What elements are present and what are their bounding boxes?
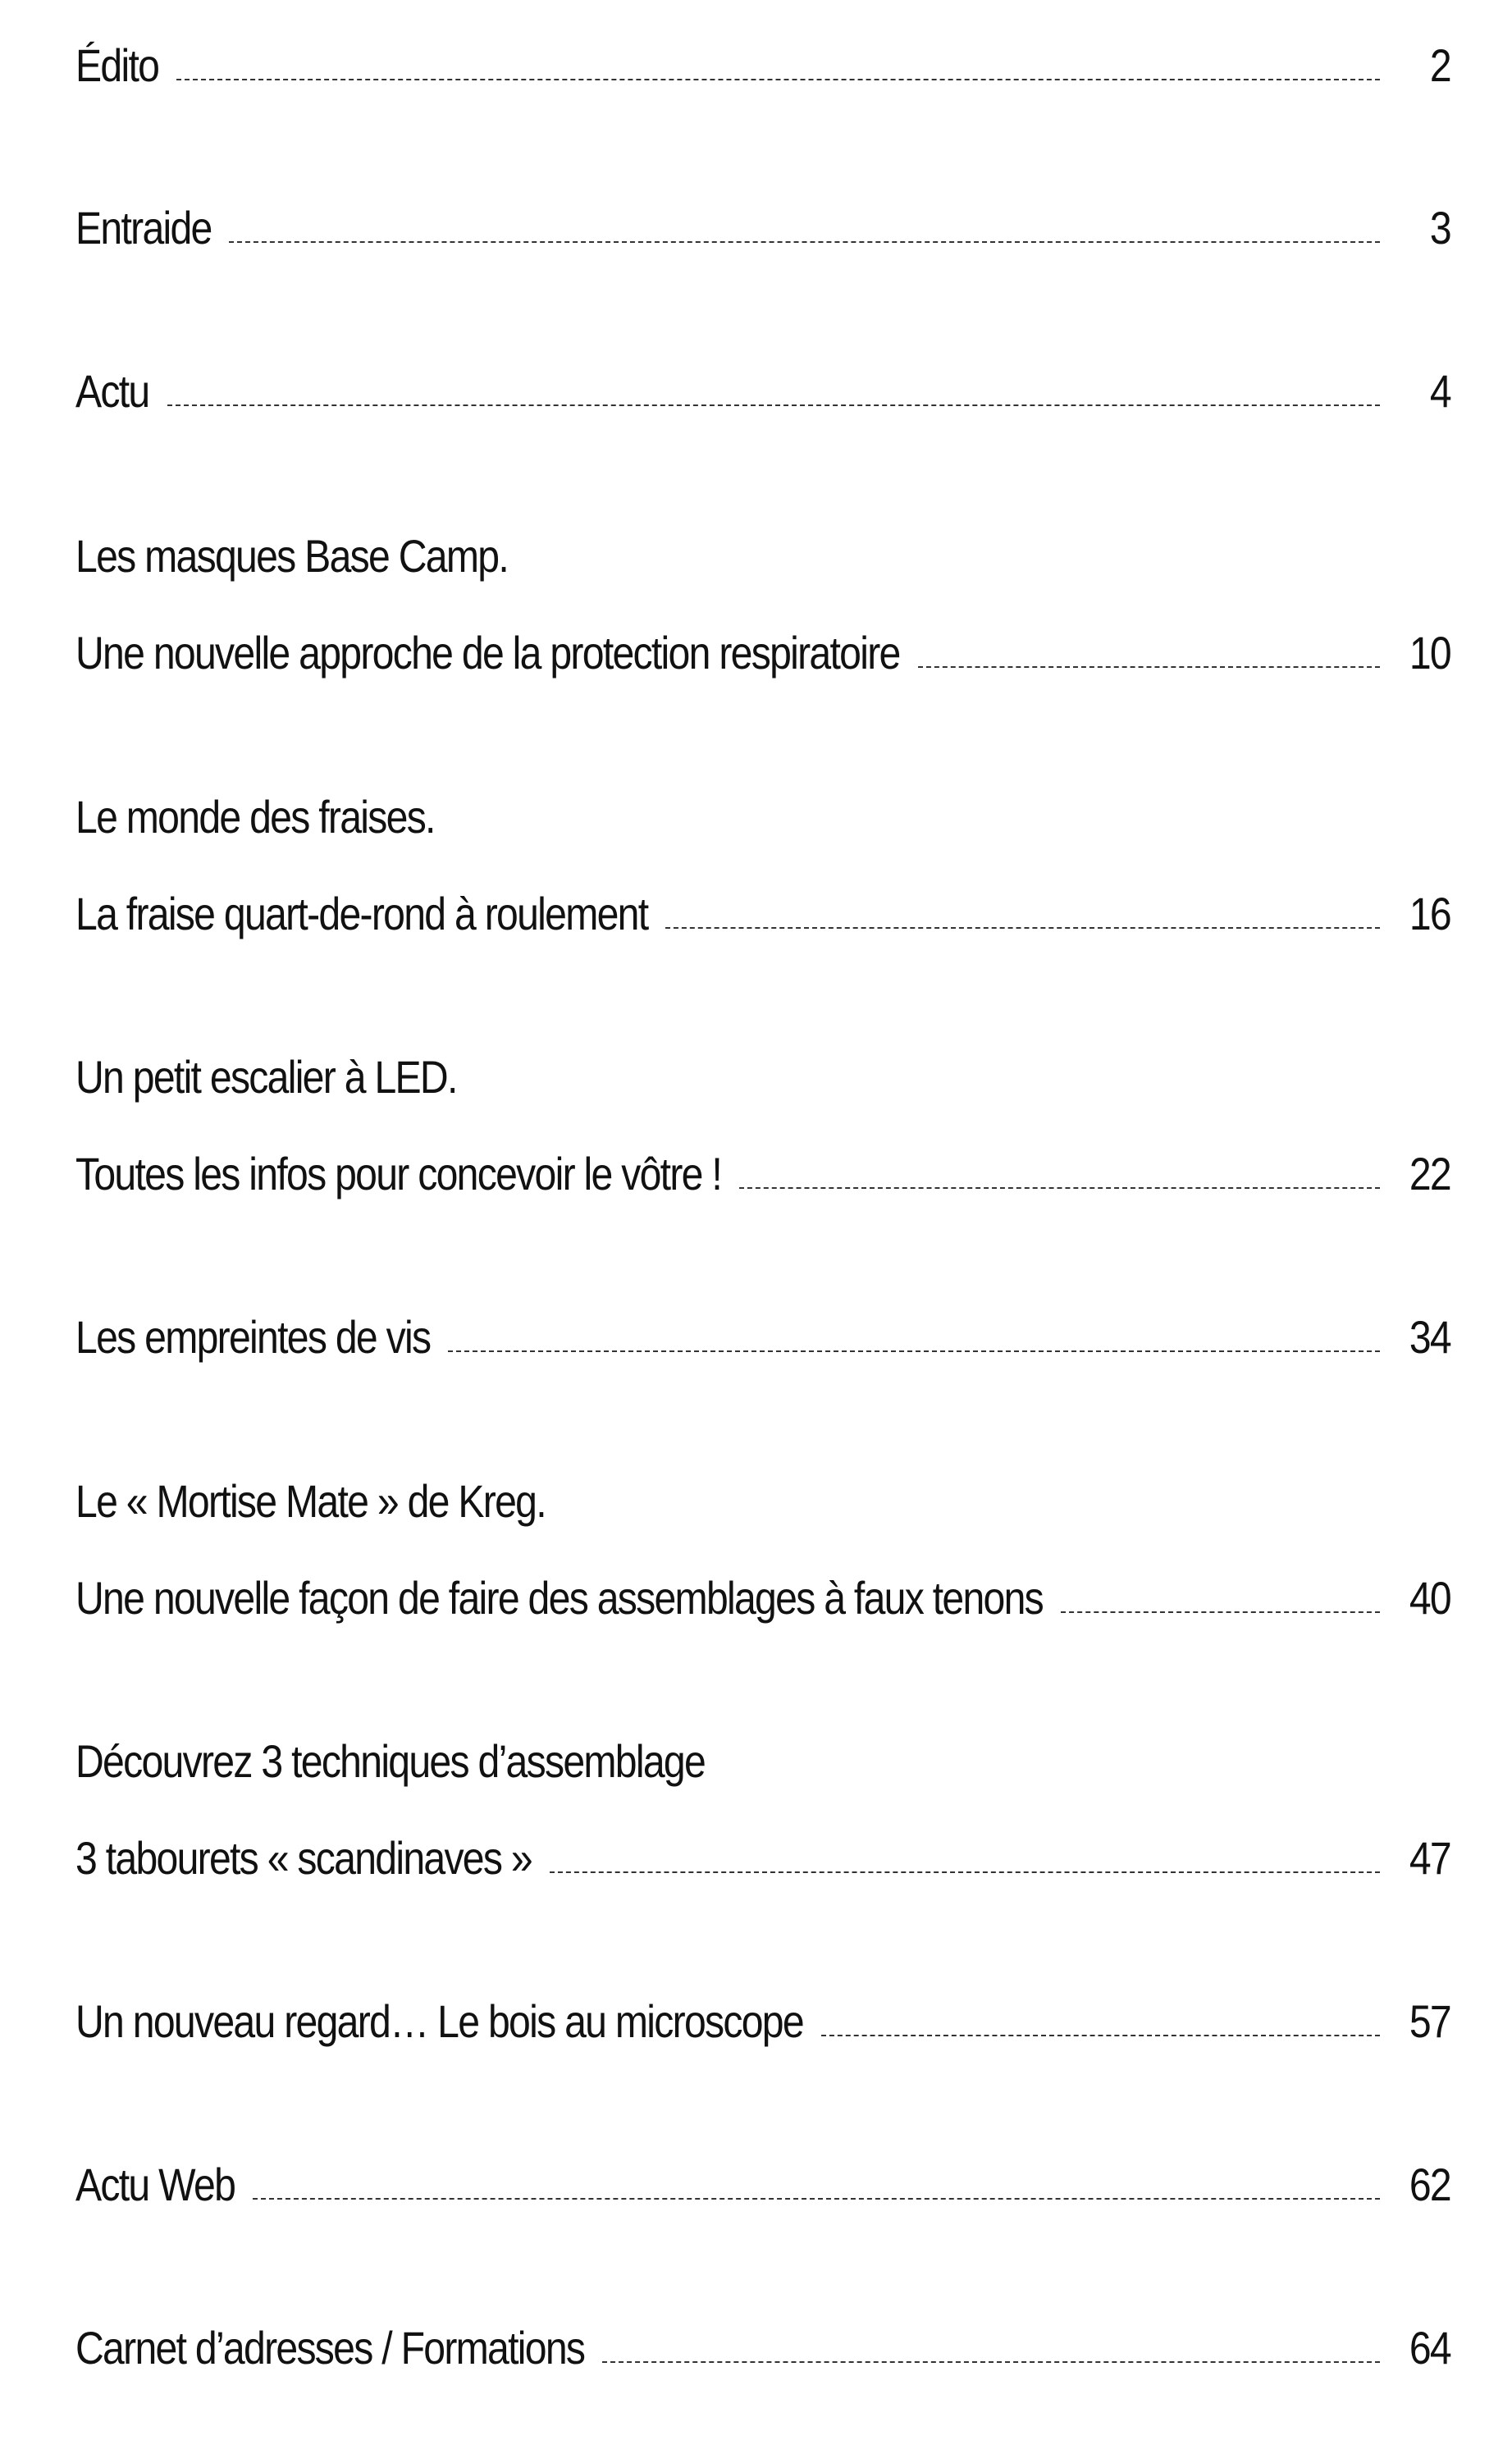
toc-entry-text: Entraide bbox=[75, 202, 212, 254]
toc-entry-entraide[interactable] bbox=[75, 195, 1450, 261]
toc-entry-text: Toutes les infos pour concevoir le vôtre ! bbox=[75, 1148, 722, 1199]
toc-page-number: 40 bbox=[1409, 1572, 1450, 1624]
toc-page-number: 3 bbox=[1429, 202, 1450, 254]
dotted-leader bbox=[739, 1187, 1380, 1189]
dotted-leader bbox=[253, 2198, 1380, 2200]
toc-page-number: 62 bbox=[1409, 2159, 1450, 2210]
toc-entry-empreintes[interactable] bbox=[75, 1305, 1450, 1370]
toc-entry-heading bbox=[75, 1044, 1450, 1110]
toc-entry-heading-text: Les masques Base Camp. bbox=[75, 530, 508, 582]
toc-page-number: 57 bbox=[1409, 1995, 1450, 2047]
toc-entry-line bbox=[75, 1305, 1450, 1370]
toc-entry-text: Actu bbox=[75, 365, 149, 417]
toc-entry-text: Une nouvelle façon de faire des assemblages à faux tenons bbox=[75, 1572, 1044, 1624]
toc-entry-heading bbox=[75, 523, 1450, 589]
dotted-leader bbox=[821, 2035, 1380, 2036]
toc-page-number: 10 bbox=[1409, 627, 1450, 679]
toc-entry-text: Édito bbox=[75, 39, 159, 91]
toc-page-number: 47 bbox=[1409, 1832, 1450, 1884]
toc-entry-line bbox=[75, 1989, 1450, 2054]
toc-page-number: 16 bbox=[1409, 888, 1450, 939]
toc-entry-carnet[interactable] bbox=[75, 2315, 1450, 2381]
toc-entry-text: Les empreintes de vis bbox=[75, 1311, 431, 1363]
dotted-leader bbox=[229, 241, 1380, 243]
toc-entry-edito[interactable] bbox=[75, 33, 1450, 98]
toc-entry-line bbox=[75, 881, 1450, 947]
table-of-contents bbox=[75, 0, 1450, 2440]
toc-entry-heading-text: Découvrez 3 techniques d’assemblage bbox=[75, 1735, 706, 1787]
toc-entry-text: La fraise quart-de-rond à roulement bbox=[75, 888, 648, 939]
toc-entry-line bbox=[75, 1825, 1450, 1891]
toc-entry-text: Un nouveau regard… Le bois au microscope bbox=[75, 1995, 803, 2047]
toc-entry-microscope[interactable] bbox=[75, 1989, 1450, 2054]
toc-entry-line bbox=[75, 2315, 1450, 2381]
toc-entry-fraises[interactable] bbox=[75, 784, 1450, 947]
toc-entry-line bbox=[75, 1565, 1450, 1631]
dotted-leader bbox=[167, 404, 1380, 406]
toc-entry-heading bbox=[75, 1729, 1450, 1794]
toc-page-number: 2 bbox=[1429, 39, 1450, 91]
toc-entry-line bbox=[75, 33, 1450, 98]
toc-entry-heading-text: Le « Mortise Mate » de Kreg. bbox=[75, 1475, 546, 1527]
dotted-leader bbox=[550, 1871, 1380, 1873]
toc-entry-text: Une nouvelle approche de la protection respiratoire bbox=[75, 627, 900, 679]
toc-page-number: 22 bbox=[1409, 1148, 1450, 1199]
toc-entry-line bbox=[75, 359, 1450, 424]
toc-entry-masques[interactable] bbox=[75, 523, 1450, 686]
toc-entry-heading-text: Un petit escalier à LED. bbox=[75, 1051, 457, 1103]
toc-entry-heading bbox=[75, 1469, 1450, 1534]
toc-entry-actu-web[interactable] bbox=[75, 2152, 1450, 2218]
toc-entry-tabourets[interactable] bbox=[75, 1729, 1450, 1891]
toc-entry-heading bbox=[75, 784, 1450, 850]
toc-entry-line bbox=[75, 2152, 1450, 2218]
toc-entry-mortise-mate[interactable] bbox=[75, 1469, 1450, 1631]
dotted-leader bbox=[602, 2361, 1380, 2363]
dotted-leader bbox=[176, 79, 1380, 80]
toc-page-number: 4 bbox=[1429, 365, 1450, 417]
dotted-leader bbox=[448, 1350, 1380, 1352]
toc-entry-text: 3 tabourets « scandinaves » bbox=[75, 1832, 532, 1884]
dotted-leader bbox=[1061, 1611, 1380, 1613]
toc-page-number: 34 bbox=[1409, 1311, 1450, 1363]
toc-entry-escalier[interactable] bbox=[75, 1044, 1450, 1207]
toc-entry-text: Carnet d’adresses / Formations bbox=[75, 2322, 585, 2374]
toc-page-number: 64 bbox=[1409, 2322, 1450, 2374]
toc-entry-text: Actu Web bbox=[75, 2159, 235, 2210]
toc-entry-line bbox=[75, 195, 1450, 261]
toc-entry-actu[interactable] bbox=[75, 359, 1450, 424]
toc-entry-heading-text: Le monde des fraises. bbox=[75, 791, 435, 843]
dotted-leader bbox=[665, 927, 1380, 929]
toc-entry-line bbox=[75, 620, 1450, 686]
toc-entry-line bbox=[75, 1141, 1450, 1207]
dotted-leader bbox=[918, 666, 1380, 668]
